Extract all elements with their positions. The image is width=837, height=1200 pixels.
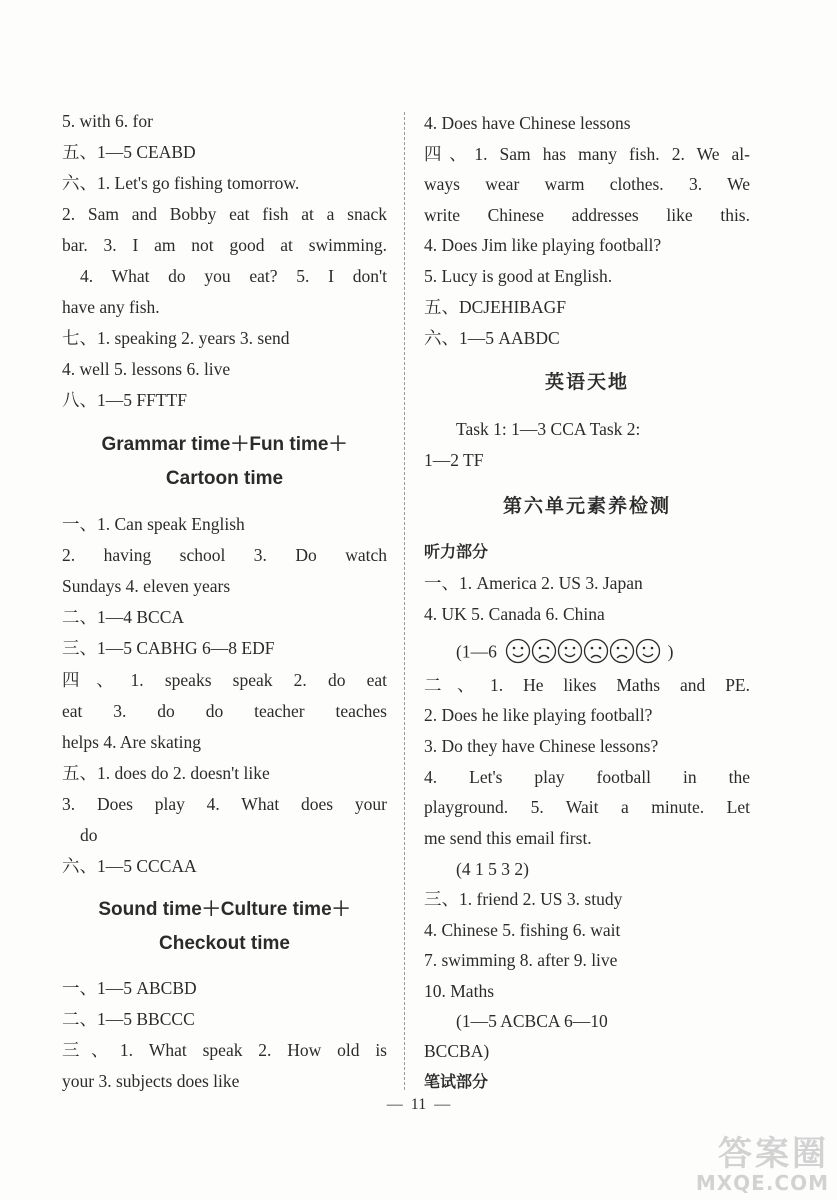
answer-line: ways wear warm clothes. 3. We <box>424 174 750 194</box>
answer-line: 五、1—5 CEABD <box>62 142 196 162</box>
answer-line: 一、1. America 2. US 3. Japan <box>424 573 643 593</box>
answer-line: 1—2 TF <box>424 450 484 470</box>
watermark-url: MXQE.COM <box>695 1171 829 1195</box>
answer-line: 三、1. What speak 2. How old is <box>62 1040 387 1060</box>
watermark-logo: 答案圈 <box>718 1134 829 1175</box>
answer-line: 5. with 6. for <box>62 111 153 131</box>
answer-line: Sundays 4. eleven years <box>62 576 231 596</box>
smiley-face-icon <box>507 640 530 663</box>
answer-line: 六、1—5 AABDC <box>424 328 560 348</box>
frowny-face-icon <box>533 640 556 663</box>
answer-line: write Chinese addresses like this. <box>424 205 750 225</box>
answer-line: have any fish. <box>62 297 160 317</box>
answer-line: 2. Does he like playing football? <box>424 705 653 725</box>
answer-line: 4. Let's play football in the <box>424 767 750 787</box>
answer-line: 10. Maths <box>424 981 494 1001</box>
section-title: Grammar time＋Fun time＋ <box>101 434 348 455</box>
frowny-face-icon <box>611 640 634 663</box>
section-title: 英语天地 <box>544 372 629 393</box>
answer-line: 四、1. speaks speak 2. do eat <box>62 670 387 690</box>
answer-line: bar. 3. I am not good at swimming. <box>62 235 387 255</box>
answer-line: 二、1—4 BCCA <box>62 607 185 627</box>
answer-line: 4. What do you eat? 5. I don't <box>80 266 387 286</box>
answer-line: your 3. subjects does like <box>62 1071 240 1091</box>
answer-line: 六、1—5 CCCAA <box>62 856 197 876</box>
watermark <box>695 1134 829 1195</box>
answer-line: 七、1. speaking 2. years 3. send <box>62 328 290 348</box>
answer-line: eat 3. do do teacher teaches <box>62 701 387 721</box>
answer-line: 4. UK 5. Canada 6. China <box>424 604 605 624</box>
answer-line: 三、1—5 CABHG 6—8 EDF <box>62 638 275 658</box>
answer-line: 三、1. friend 2. US 3. study <box>424 889 623 909</box>
page-number: — 11 — <box>386 1096 451 1113</box>
answer-line: do <box>80 825 98 845</box>
section-title: Cartoon time <box>165 468 284 489</box>
listening-label: 听力部分 <box>424 542 489 561</box>
answer-line: 八、1—5 FFTTF <box>62 390 187 410</box>
section-title: Checkout time <box>159 933 290 954</box>
column-divider <box>404 112 405 1090</box>
answer-line: 4. Does Jim like playing football? <box>424 235 662 255</box>
answer-line: 六、1. Let's go fishing tomorrow. <box>62 173 300 193</box>
answer-line: 四、1. Sam has many fish. 2. We al- <box>424 144 750 164</box>
answer-line: 五、DCJEHIBAGF <box>424 297 566 317</box>
section-title: Sound time＋Culture time＋ <box>98 899 351 920</box>
faces-suffix: ) <box>667 641 674 662</box>
answer-line: 2. having school 3. Do watch <box>62 545 387 565</box>
answer-line: 4. Chinese 5. fishing 6. wait <box>424 920 621 940</box>
answer-line: 7. swimming 8. after 9. live <box>424 950 618 970</box>
smiley-face-icon <box>559 640 582 663</box>
answer-line: 一、1. Can speak English <box>62 514 245 534</box>
answer-line: (4 1 5 3 2) <box>456 859 529 879</box>
faces-row <box>505 638 663 669</box>
written-label: 笔试部分 <box>424 1072 489 1091</box>
faces-svg <box>505 638 663 664</box>
answer-line: 2. Sam and Bobby eat fish at a snack <box>62 204 387 224</box>
answer-line: 一、1—5 ABCBD <box>62 978 197 998</box>
answer-line: 5. Lucy is good at English. <box>424 266 613 286</box>
answer-line: 3. Do they have Chinese lessons? <box>424 736 659 756</box>
faces-answer-line <box>424 638 750 669</box>
answer-line: BCCBA) <box>424 1041 490 1061</box>
answer-line: helps 4. Are skating <box>62 732 202 752</box>
answer-line: (1—5 ACBCA 6—10 <box>456 1011 608 1031</box>
answer-line: playground. 5. Wait a minute. Let <box>424 797 750 817</box>
answer-line: 4. well 5. lessons 6. live <box>62 359 231 379</box>
answer-line: 五、1. does do 2. doesn't like <box>62 763 270 783</box>
section-title: 第六单元素养检测 <box>502 496 671 517</box>
frowny-face-icon <box>585 640 608 663</box>
answer-line: 3. Does play 4. What does your <box>62 794 387 814</box>
answer-line: 二、1. He likes Maths and PE. <box>424 675 750 695</box>
answer-line: Task 1: 1—3 CCA Task 2: <box>456 419 641 439</box>
answer-line: me send this email first. <box>424 828 592 848</box>
faces-prefix: (1—6 <box>456 641 497 662</box>
smiley-face-icon <box>637 640 660 663</box>
answer-line: 4. Does have Chinese lessons <box>424 113 631 133</box>
answer-line: 二、1—5 BBCCC <box>62 1009 195 1029</box>
